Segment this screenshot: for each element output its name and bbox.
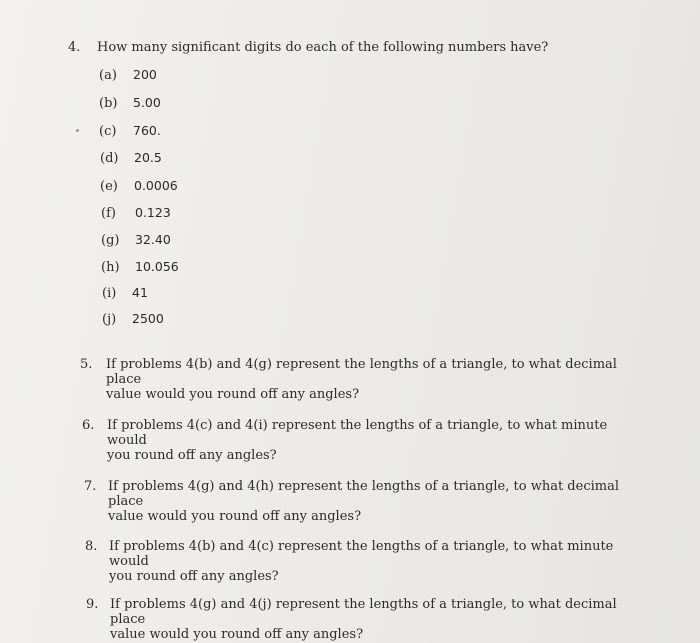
q4-item-e xyxy=(100,178,178,194)
question-5-line-2: value would you round off any angles? xyxy=(106,387,360,402)
q4-item-h xyxy=(101,259,179,275)
question-6-text xyxy=(107,418,627,463)
question-9-text xyxy=(110,597,630,642)
q4-item-label: (g) xyxy=(101,233,120,248)
q4-item-value: 0.0006 xyxy=(134,178,178,193)
q4-item-b xyxy=(99,95,161,111)
q4-item-i xyxy=(102,285,148,301)
q4-item-g xyxy=(101,232,171,248)
q4-item-value: 10.056 xyxy=(135,259,179,274)
question-4-text: How many significant digits do each of the following numbers have? xyxy=(97,40,549,55)
q4-item-label: (a) xyxy=(99,68,117,83)
q4-item-a xyxy=(99,67,157,83)
q4-item-value: 200 xyxy=(133,67,157,82)
q4-item-value: 41 xyxy=(132,285,148,300)
q4-item-value: 20.5 xyxy=(134,150,162,165)
q4-item-label: (c) xyxy=(99,124,117,139)
question-5-number: 5. xyxy=(80,357,93,372)
q4-item-value: 2500 xyxy=(132,311,164,326)
question-8-line-2: you round off any angles? xyxy=(109,569,279,584)
q4-item-j xyxy=(102,311,164,327)
q4-item-label: (i) xyxy=(102,286,117,301)
question-9-line-1: If problems 4(g) and 4(j) represent the lengths of a triangle, to what decimal place xyxy=(110,597,617,627)
question-7-line-1: If problems 4(g) and 4(h) represent the lengths of a triangle, to what decimal place xyxy=(108,479,619,509)
q4-item-label: (h) xyxy=(101,260,120,275)
q4-item-value: 5.00 xyxy=(133,95,161,110)
question-5-line-1: If problems 4(b) and 4(g) represent the lengths of a triangle, to what decimal place xyxy=(106,357,617,387)
q4-item-label: (e) xyxy=(100,179,118,194)
question-8-text xyxy=(109,539,629,584)
q4-item-c xyxy=(99,123,161,139)
q4-item-d xyxy=(100,150,162,166)
q4-item-f xyxy=(101,205,171,221)
question-8-line-1: If problems 4(b) and 4(c) represent the lengths of a triangle, to what minute would xyxy=(109,539,614,569)
q4-item-label: (f) xyxy=(101,206,116,221)
question-7-text xyxy=(108,479,628,524)
q4-item-label: (j) xyxy=(102,312,117,327)
question-6-number: 6. xyxy=(82,418,95,433)
question-9-number: 9. xyxy=(86,597,99,612)
question-6-line-1: If problems 4(c) and 4(i) represent the lengths of a triangle, to what minute would xyxy=(107,418,608,448)
q4-item-label: (b) xyxy=(99,96,118,111)
question-4-number: 4. xyxy=(68,40,81,55)
q4-item-value: 760. xyxy=(133,123,161,138)
q4-item-value: 32.40 xyxy=(135,232,171,247)
question-9-line-2: value would you round off any angles? xyxy=(110,627,364,642)
question-5-text xyxy=(106,357,626,402)
question-8-number: 8. xyxy=(85,539,98,554)
question-7-number: 7. xyxy=(84,479,97,494)
margin-mark xyxy=(76,129,79,132)
q4-item-value: 0.123 xyxy=(135,205,171,220)
q4-item-label: (d) xyxy=(100,151,119,166)
question-6-line-2: you round off any angles? xyxy=(107,448,277,463)
question-7-line-2: value would you round off any angles? xyxy=(108,509,362,524)
